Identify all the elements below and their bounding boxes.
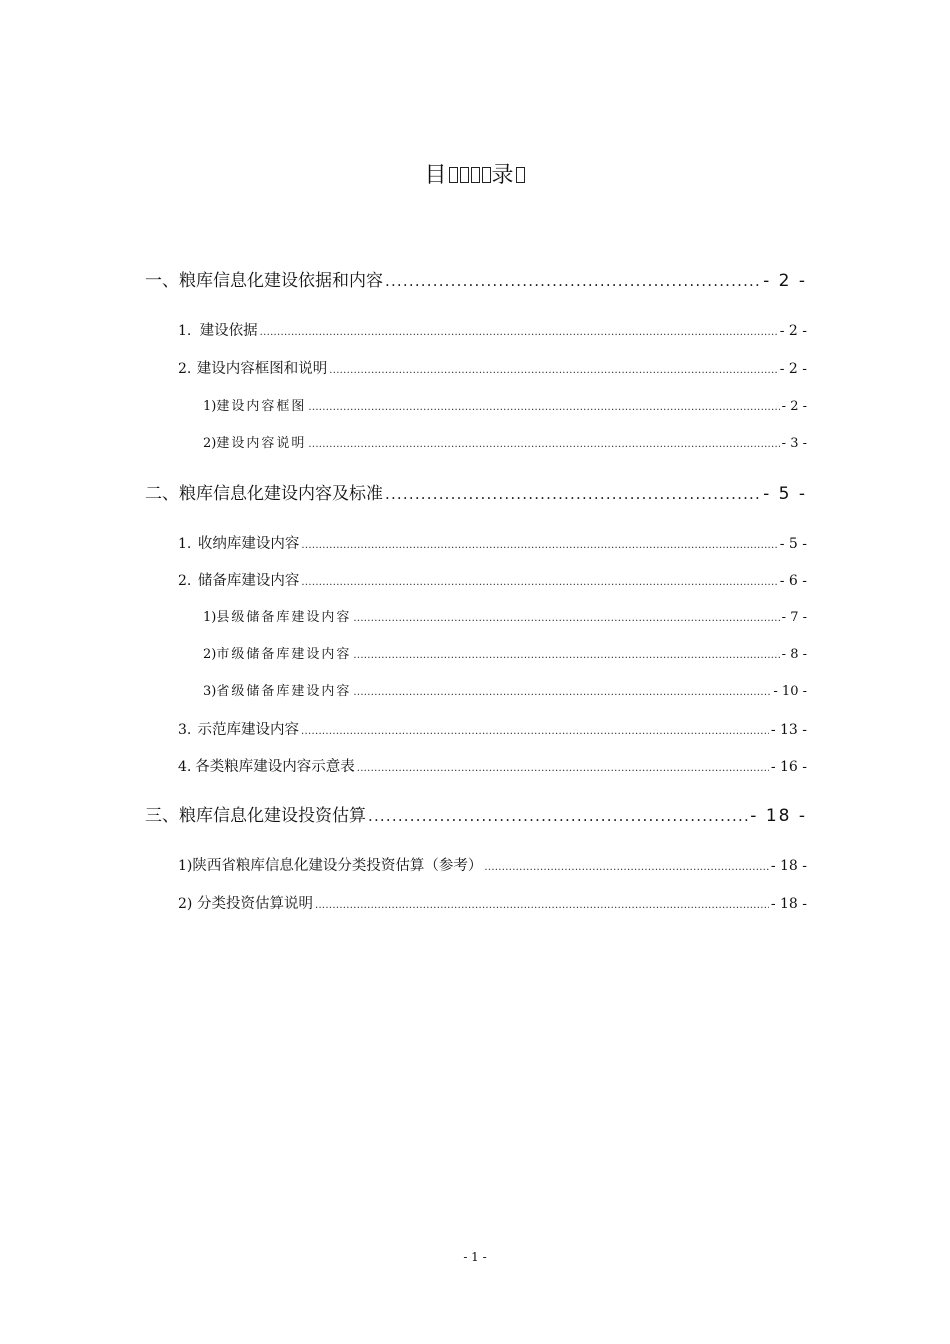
toc-entry-page: - 18 - <box>750 806 807 826</box>
toc-entry-number: 1. <box>178 536 192 552</box>
toc-entry-chapter-2[interactable] <box>145 479 807 504</box>
toc-entry-number: 2) <box>203 647 217 662</box>
toc-entry-page: - 13 - <box>770 722 807 738</box>
toc-entry-label: 建设内容说明 <box>216 436 307 451</box>
missing-glyph-icon <box>460 167 469 183</box>
toc-entry-page: - 18 - <box>770 858 807 874</box>
toc-entry-page: - 2 - <box>781 399 807 414</box>
toc-entry-number: 2. <box>178 361 192 377</box>
toc-entry-label: 示范库建设内容 <box>197 722 300 738</box>
toc-entry-2-1[interactable] <box>178 532 807 553</box>
toc-entry-number: 三、 <box>145 806 179 826</box>
toc-entry-2-2-2[interactable] <box>203 643 807 662</box>
missing-glyph-icon <box>482 167 491 183</box>
toc-entry-page: - 16 - <box>770 759 807 775</box>
toc-leader-dots <box>385 485 761 503</box>
toc-entry-label: 建设内容框图和说明 <box>196 361 328 377</box>
toc-leader-dots <box>353 613 779 624</box>
toc-leader-dots <box>353 650 779 661</box>
toc-entry-page: - 2 - <box>763 271 807 291</box>
toc-entry-number: 二、 <box>145 484 179 504</box>
toc-entry-page: - 5 - <box>763 484 807 504</box>
toc-leader-dots <box>301 726 769 737</box>
toc-entry-label: 省级储备库建设内容 <box>216 684 352 699</box>
toc-entry-chapter-1[interactable] <box>145 266 807 291</box>
toc-entry-page: - 8 - <box>781 647 807 662</box>
toc-entry-2-2-3[interactable] <box>203 680 807 699</box>
toc-leader-dots <box>301 577 777 588</box>
toc-entry-page: - 3 - <box>781 436 807 451</box>
toc-entry-label: 粮库信息化建设内容及标准 <box>179 484 383 504</box>
missing-glyph-icon <box>471 167 480 183</box>
toc-leader-dots <box>329 365 777 376</box>
toc-entry-1-2[interactable] <box>178 357 807 378</box>
toc-entry-chapter-3[interactable] <box>145 801 807 826</box>
toc-leader-dots <box>353 687 771 698</box>
toc-leader-dots <box>308 402 779 413</box>
toc-entry-label: 建设依据 <box>199 323 258 339</box>
toc-entry-3-1[interactable] <box>178 854 807 875</box>
toc-entry-label: 建设内容框图 <box>216 399 307 414</box>
toc-entry-number: 一、 <box>145 271 179 291</box>
toc-leader-dots <box>315 900 769 911</box>
toc-entry-label: 粮库信息化建设投资估算 <box>179 806 366 826</box>
toc-entry-3-2[interactable] <box>178 892 807 913</box>
toc-entry-2-2-1[interactable] <box>203 606 807 625</box>
toc-entry-2-2[interactable] <box>178 569 807 590</box>
toc-entry-number: 2. <box>178 573 192 589</box>
toc-entry-number: 4. <box>178 759 192 775</box>
toc-entry-number: 1. <box>178 323 192 339</box>
toc-entry-page: - 10 - <box>773 684 807 699</box>
toc-entry-number: 2) <box>203 436 217 451</box>
toc-entry-1-1[interactable] <box>178 319 807 340</box>
toc-entry-number: 3. <box>178 722 192 738</box>
toc-entry-number: 2) <box>178 896 193 912</box>
toc-entry-number: 1) <box>203 610 217 625</box>
toc-entry-1-2-1[interactable] <box>203 395 807 414</box>
toc-entry-page: - 7 - <box>781 610 807 625</box>
page-footer-number: - 1 - <box>463 1250 487 1264</box>
toc-title <box>0 158 950 189</box>
toc-entry-1-2-2[interactable] <box>203 432 807 451</box>
toc-entry-label: 收纳库建设内容 <box>197 536 300 552</box>
toc-leader-dots <box>484 862 768 873</box>
toc-leader-dots <box>385 272 761 290</box>
toc-entry-label: 分类投资估算说明 <box>196 896 313 912</box>
missing-glyph-icon <box>449 167 458 183</box>
toc-entry-page: - 5 - <box>779 536 807 552</box>
missing-glyph-icon <box>516 167 525 183</box>
toc-entry-label: 市级储备库建设内容 <box>216 647 352 662</box>
toc-entry-page: - 2 - <box>779 361 807 377</box>
toc-entry-page: - 2 - <box>779 323 807 339</box>
toc-entry-label: 储备库建设内容 <box>197 573 300 589</box>
toc-title-right: 录 <box>491 163 515 188</box>
toc-entry-number: 1) <box>203 399 217 414</box>
toc-entry-number: 1) <box>178 858 193 874</box>
toc-entry-page: - 18 - <box>770 896 807 912</box>
toc-entry-2-3[interactable] <box>178 718 807 739</box>
toc-leader-dots <box>368 807 748 825</box>
toc-leader-dots <box>357 763 769 774</box>
toc-entry-number: 3) <box>203 684 217 699</box>
toc-leader-dots <box>301 540 777 551</box>
toc-leader-dots <box>260 327 778 338</box>
toc-entry-2-4[interactable] <box>178 755 807 776</box>
toc-leader-dots <box>308 439 779 450</box>
toc-entry-label: 各类粮库建设内容示意表 <box>195 759 355 775</box>
toc-title-left: 目 <box>424 163 448 188</box>
toc-entry-page: - 6 - <box>779 573 807 589</box>
toc-entry-label: 陕西省粮库信息化建设分类投资估算（参考） <box>192 858 483 874</box>
toc-entry-label: 县级储备库建设内容 <box>216 610 352 625</box>
toc-entry-label: 粮库信息化建设依据和内容 <box>179 271 383 291</box>
